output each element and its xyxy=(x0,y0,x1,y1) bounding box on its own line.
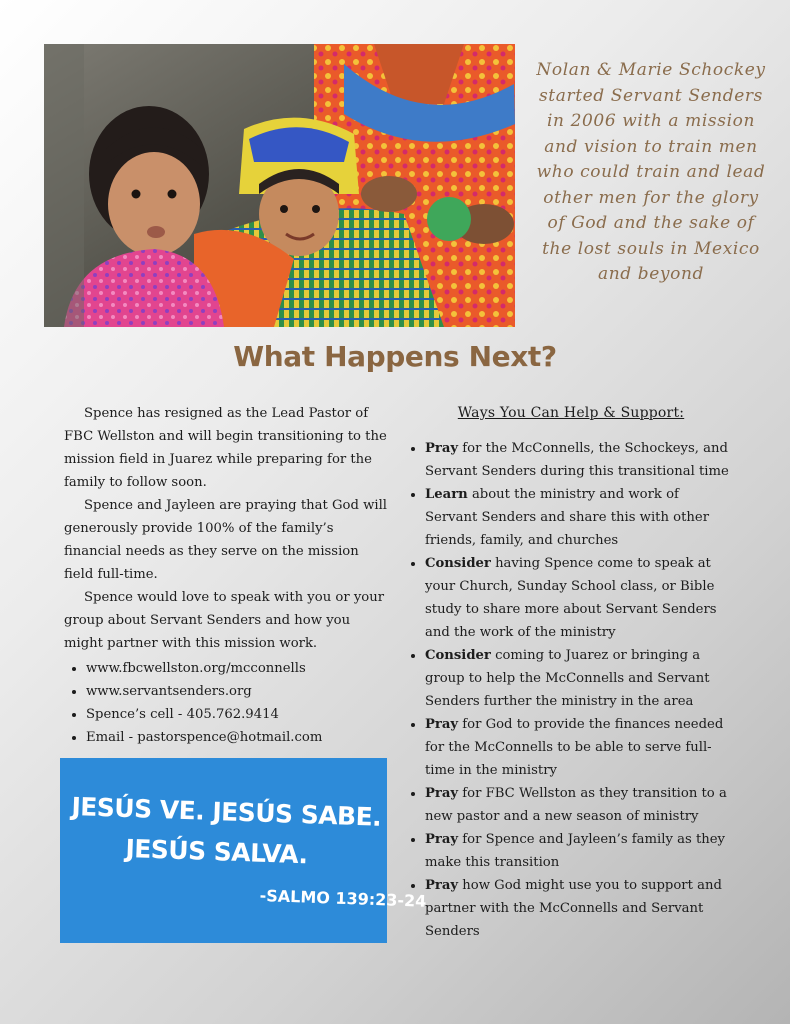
support-item-text: for the McConnells, the Schockeys, and Servant Senders during this transitional time xyxy=(425,441,729,479)
left-column xyxy=(64,402,392,749)
support-list xyxy=(412,437,730,943)
support-item-text: for FBC Wellston as they transition to a new pastor and a new season of ministry xyxy=(425,786,727,824)
contact-list xyxy=(64,657,392,749)
support-item-lead: Pray xyxy=(425,878,459,893)
contact-email[interactable]: • Email - pastorspence@hotmail.com xyxy=(86,726,392,749)
support-item xyxy=(425,483,730,552)
support-item-text: for God to provide the finances needed for the McConnells to be able to serve full-time in the ministry xyxy=(425,717,724,778)
link-fbcwellston[interactable]: • www.fbcwellston.org/mcconnells xyxy=(86,657,392,680)
support-item xyxy=(425,437,730,483)
support-item-text: about the ministry and work of Servant Senders and share this with other friends, family, and churches xyxy=(425,487,709,548)
support-item-text: coming to Juarez or bringing a group to help the McConnells and Servant Senders further the ministry in the area xyxy=(425,648,710,709)
page-heading: What Happens Next? xyxy=(233,340,557,373)
support-item-lead: Pray xyxy=(425,441,459,456)
support-item-lead: Pray xyxy=(425,786,459,801)
link-servantsenders[interactable]: • www.servantsenders.org xyxy=(86,680,392,703)
support-item-text: how God might use you to support and partner with the McConnells and Servant Senders xyxy=(425,878,722,939)
support-item-lead: Consider xyxy=(425,556,491,571)
contact-cell-phone: • Spence’s cell - 405.762.9414 xyxy=(86,703,392,726)
family-photo-illustration xyxy=(44,44,515,327)
support-item xyxy=(425,713,730,782)
support-item-lead: Learn xyxy=(425,487,468,502)
support-item-text: for Spence and Jayleen’s family as they make this transition xyxy=(425,832,725,870)
support-item-lead: Pray xyxy=(425,717,459,732)
paragraph-speaking: Spence would love to speak with you or your group about Servant Senders and how you might partner with this mission work. xyxy=(64,590,385,651)
support-item-lead: Pray xyxy=(425,832,459,847)
support-item xyxy=(425,874,730,943)
family-photo xyxy=(44,44,515,327)
banner-line-1: JESÚS VE. JESÚS SABE. xyxy=(70,792,382,832)
support-item-text: having Spence come to speak at your Church, Sunday School class, or Bible study to share more about Servant Senders and the work of the ministry xyxy=(425,556,717,640)
support-item-lead: Consider xyxy=(425,648,491,663)
right-column xyxy=(412,402,730,943)
banner-scripture-ref: -SALMO 139:23-24 xyxy=(259,886,427,911)
intro-text: Nolan & Marie Schockey started Servant Senders in 2006 with a mission and vision to train men who could train and lead other men for the glory of God and the sake of the lost souls in Mexico and beyond xyxy=(536,60,766,284)
paragraph-financial-needs: Spence and Jayleen are praying that God will generously provide 100% of the family’s financial needs as they serve on the mission field full-time. xyxy=(64,498,388,582)
support-title: Ways You Can Help & Support: xyxy=(457,405,685,421)
banner-line-2: JESÚS SALVA. xyxy=(124,834,309,870)
support-item xyxy=(425,828,730,874)
support-item xyxy=(425,552,730,644)
paragraph-resignation: Spence has resigned as the Lead Pastor of FBC Wellston and will begin transitioning to the mission field in Juarez while preparing for the family to follow soon. xyxy=(64,406,387,490)
support-item xyxy=(425,782,730,828)
jesus-banner-image xyxy=(60,758,427,943)
support-item xyxy=(425,644,730,713)
